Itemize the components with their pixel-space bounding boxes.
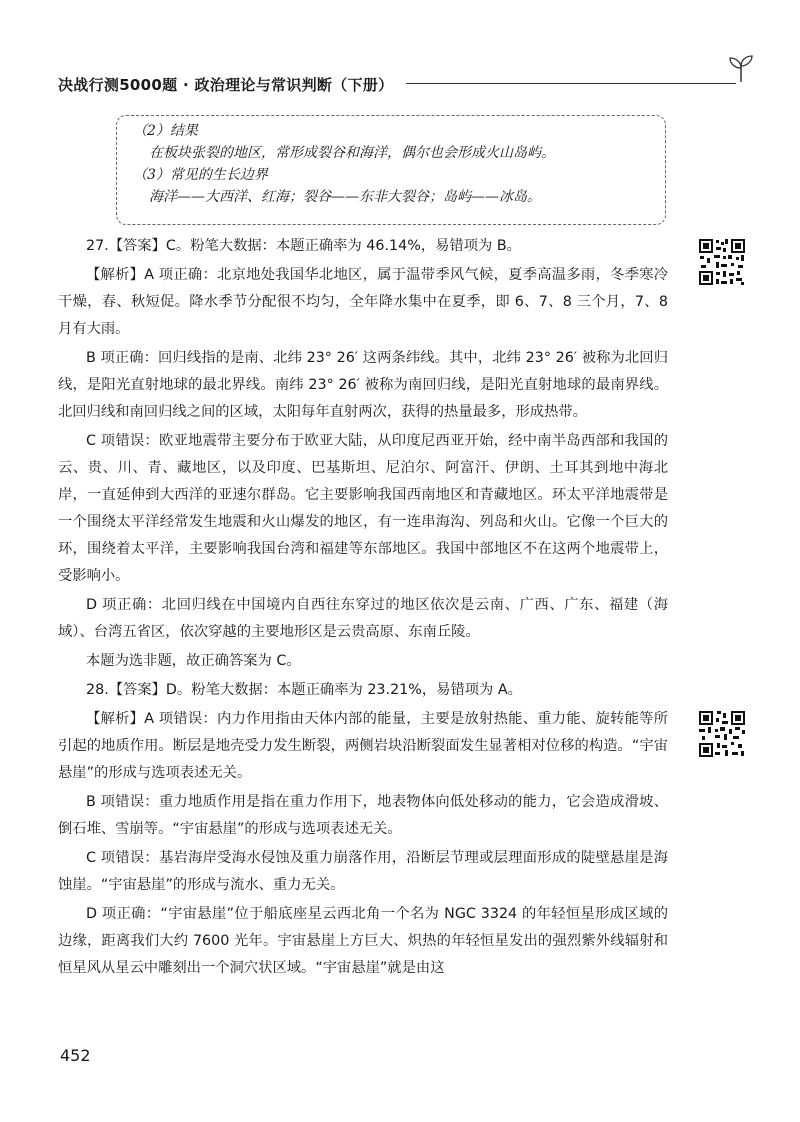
qr-code-icon[interactable] — [698, 238, 746, 286]
question-27-analysis-c: C 项错误：欧亚地震带主要分布于欧亚大陆，从印度尼西亚开始，经中南半岛西部和我国的云、贵、川、青、藏地区，以及印度、巴基斯坦、尼泊尔、阿富汗、伊朗、土耳其到地中海北岸，一直延伸到大西洋的亚速尔群岛。它主要影响我国西南地区和青藏地区。环太平洋地震带是一个围绕太平洋经常发生地震和火山爆发的地区，有一连串海沟、列岛和火山。它像一个巨大的环，围绕着太平洋，主要影响我国台湾和福建等东部地区。我国中部地区不在这两个地震带上，受影响小。 — [58, 433, 668, 584]
question-27-analysis-b: B 项正确：回归线指的是南、北纬 23° 26′ 这两条纬线。其中，北纬 23° 26′ 被称为北回归线，是阳光直射地球的最北界线。南纬 23° 26′ 被称为南回归线，是阳光直射地球的最南界线。北回归线和南回归线之间的区域，太阳每年直射两次，获得的热量最多，形成热带。 — [58, 350, 668, 420]
question-28-analysis-c: C 项错误：基岩海岸受海水侵蚀及重力崩落作用，沿断层节理或层理面形成的陡壁悬崖是海蚀崖。“宇宙悬崖”的形成与流水、重力无关。 — [58, 850, 668, 893]
note-line: （3）常见的生长边界 — [133, 167, 268, 183]
question-28-analysis-a: 【解析】A 项错误：内力作用指由天体内部的能量，主要是放射热能、重力能、旋转能等所引起的地质作用。断层是地壳受力发生断裂，两侧岩块沿断裂面发生显著相对位移的构造。“宇宙悬崖”的形成与选项表述无关。 — [58, 711, 668, 781]
question-27-conclusion: 本题为选非题，故正确答案为 C。 — [86, 653, 301, 669]
question-28-analysis-d: D 项正确：“宇宙悬崖”位于船底座星云西北角一个名为 NGC 3324 的年轻恒星形成区域的边缘，距离我们大约 7600 光年。宇宙悬崖上方巨大、炽热的年轻恒星发出的强烈紫外线辐射和恒星风从星云中雕刻出一个洞穴状区域。“宇宙悬崖”就是由这 — [58, 906, 668, 976]
question-28-answer-head: 28.【答案】D。粉笔大数据：本题正确率为 23.21%，易错项为 A。 — [86, 682, 522, 698]
note-box — [116, 115, 666, 225]
note-line: 海洋——大西洋、红海；裂谷——东非大裂谷；岛屿——冰岛。 — [149, 189, 541, 205]
answer-content — [58, 233, 668, 984]
page-number: 452 — [60, 1046, 91, 1065]
header-divider — [406, 83, 736, 84]
book-title: 决战行测5000题 · 政治理论与常识判断（下册） — [58, 76, 394, 94]
page-header — [58, 66, 758, 96]
qr-code-icon[interactable] — [698, 710, 746, 758]
question-27-analysis-d: D 项正确：北回归线在中国境内自西往东穿过的地区依次是云南、广西、广东、福建（海域）、台湾五省区，依次穿越的主要地形区是云贵高原、东南丘陵。 — [58, 597, 668, 640]
question-27-answer-head: 27.【答案】C。粉笔大数据：本题正确率为 46.14%，易错项为 B。 — [86, 238, 521, 254]
note-line: （2）结果 — [133, 123, 198, 139]
question-28-analysis-b: B 项错误：重力地质作用是指在重力作用下，地表物体向低处移动的能力，它会造成滑坡、倒石堆、雪崩等。“宇宙悬崖”的形成与选项表述无关。 — [58, 794, 668, 837]
leaf-sprout-icon — [724, 52, 758, 86]
question-27-analysis-a: 【解析】A 项正确：北京地处我国华北地区，属于温带季风气候，夏季高温多雨，冬季寒冷干燥，春、秋短促。降水季节分配很不均匀，全年降水集中在夏季，即 6、7、8 三个月，7、8 月有大雨。 — [58, 267, 668, 337]
note-line: 在板块张裂的地区，常形成裂谷和海洋，偶尔也会形成火山岛屿。 — [149, 145, 555, 161]
